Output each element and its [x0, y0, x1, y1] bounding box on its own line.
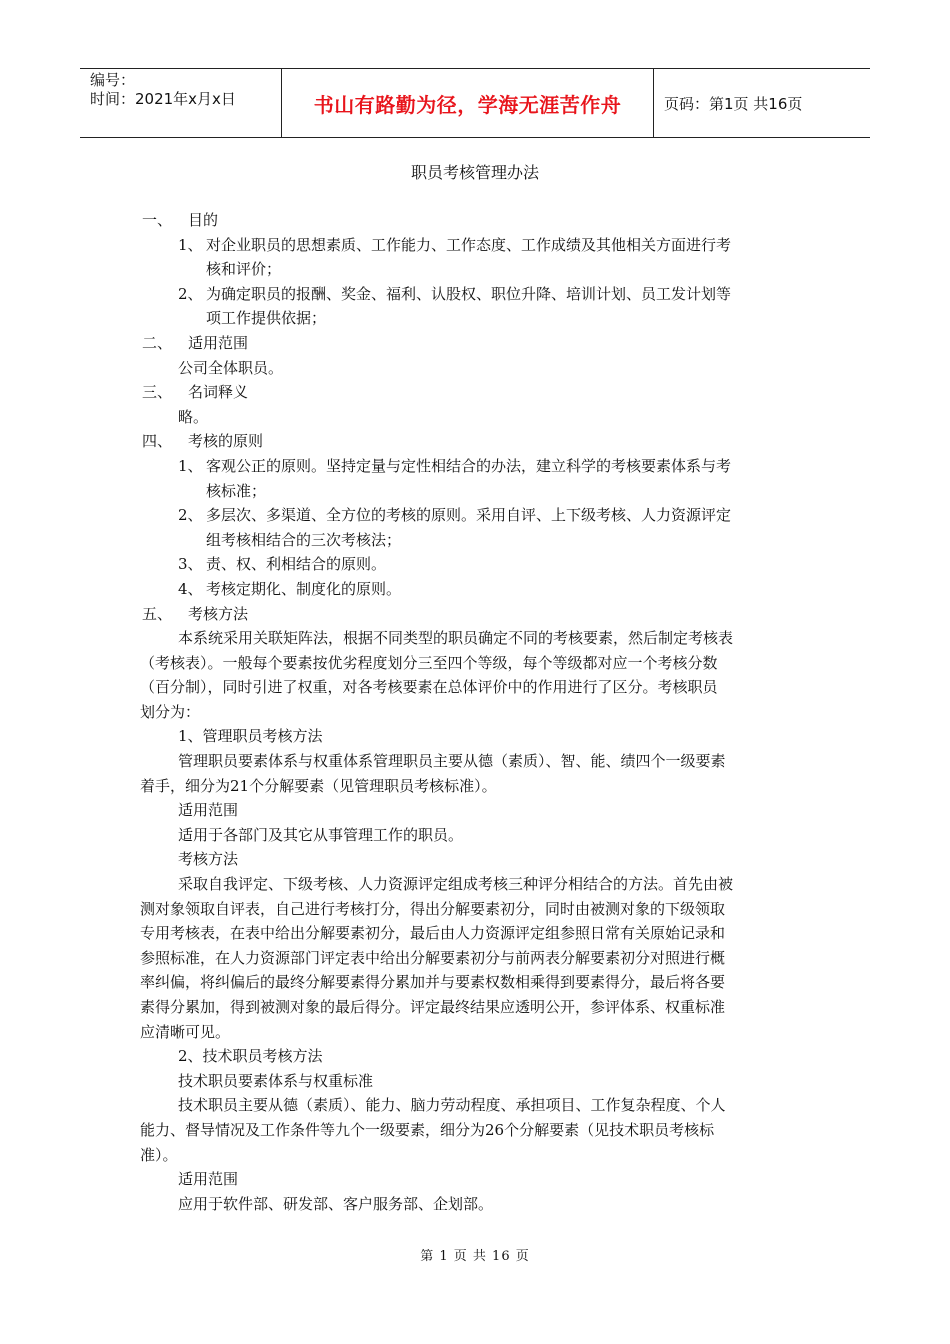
paragraph-line: 本系统采用关联矩阵法，根据不同类型的职员确定不同的考核要素，然后制定考核表 [178, 629, 734, 648]
paragraph-line: 准）。 [140, 1145, 178, 1164]
list-item [140, 577, 810, 602]
header-page-info: 页码：第1页 共16页 [664, 94, 803, 113]
header-meta [80, 69, 282, 137]
doc-time-label: 时间：2021年x月x日 [90, 90, 236, 108]
paragraph-line: 技术职员主要从德（素质）、能力、脑力劳动程度、承担项目、工作复杂程度、个人 [178, 1096, 726, 1115]
paragraph-line: 专用考核表，在表中给出分解要素初分，最后由人力资源评定组参照日常有关原始记录和 [140, 924, 726, 943]
paragraph-line: 率纠偏，将纠偏后的最终分解要素得分累加并与要素权数相乘得到要素得分，最后将各要 [140, 973, 726, 992]
section-title: 考核方法 [188, 604, 249, 623]
subsection-heading: 1、管理职员考核方法 [178, 727, 323, 746]
section-number: 四、 [142, 432, 173, 451]
subsection-heading: 适用范围 [178, 1170, 239, 1189]
paragraph-line: （百分制），同时引进了权重，对各考核要素在总体评价中的作用进行了区分。考核职员 [140, 678, 718, 697]
paragraph-line: 略。 [178, 407, 209, 426]
list-item [140, 503, 810, 528]
doc-body [140, 208, 810, 1216]
section-title: 目的 [188, 211, 219, 229]
section-heading [140, 429, 810, 454]
section-heading [140, 208, 810, 233]
paragraph-line: 能力、督导情况及工作条件等九个一级要素，细分为26个分解要素（见技术职员考核标 [140, 1120, 715, 1139]
page-header [80, 68, 870, 138]
item-text: 对企业职员的思想素质、工作能力、工作态度、工作成绩及其他相关方面进行考 [206, 235, 732, 254]
item-number: 1、 [178, 235, 203, 254]
section-number: 三、 [142, 383, 173, 402]
section-title: 考核的原则 [188, 432, 264, 451]
item-number: 2、 [178, 506, 203, 525]
section-title: 适用范围 [188, 333, 249, 352]
paragraph-line: 应用于软件部、研发部、客户服务部、企划部。 [178, 1194, 494, 1213]
item-text-continued: 项工作提供依据； [206, 309, 327, 328]
section-heading [140, 380, 810, 405]
item-text: 客观公正的原则。坚持定量与定性相结合的办法，建立科学的考核要素体系与考 [206, 456, 732, 475]
list-item [140, 233, 810, 258]
list-item [140, 454, 810, 479]
section-heading [140, 602, 810, 627]
item-text-continued: 核和评价； [206, 260, 282, 279]
page-footer: 第 1 页 共 16 页 [420, 1249, 530, 1264]
paragraph-line: 着手，细分为21个分解要素（见管理职员考核标准）。 [140, 776, 497, 795]
item-number: 4、 [178, 579, 203, 598]
doc-title: 职员考核管理办法 [410, 163, 539, 182]
section-title: 名词释义 [188, 383, 249, 402]
paragraph-line: 适用于各部门及其它从事管理工作的职员。 [178, 825, 464, 844]
item-text: 多层次、多渠道、全方位的考核的原则。采用自评、上下级考核、人力资源评定 [206, 506, 732, 525]
item-number: 2、 [178, 284, 203, 303]
paragraph-line: 素得分累加，得到被测对象的最后得分。评定最终结果应透明公开，参评体系、权重标准 [140, 998, 726, 1016]
item-number: 3、 [178, 555, 203, 574]
paragraph-line: 应清晰可见。 [140, 1022, 231, 1041]
paragraph-line: 测对象领取自评表，自己进行考核打分，得出分解要素初分，同时由被测对象的下级领取 [140, 899, 726, 918]
paragraph-line: 管理职员要素体系与权重体系管理职员主要从德（素质）、智、能、绩四个一级要素 [178, 752, 726, 771]
paragraph-line: （考核表）。一般每个要素按优劣程度划分三至四个等级，每个等级都对应一个考核分数 [140, 653, 718, 672]
paragraph-line: 划分为： [140, 702, 201, 721]
item-text-continued: 组考核相结合的三次考核法； [206, 530, 402, 549]
item-text-continued: 核标准； [206, 481, 267, 500]
subsection-heading: 考核方法 [178, 850, 239, 869]
subsection-heading: 适用范围 [178, 801, 239, 820]
paragraph-line: 公司全体职员。 [178, 358, 284, 377]
item-number: 1、 [178, 456, 203, 475]
section-number: 五、 [142, 604, 173, 623]
item-text: 为确定职员的报酬、奖金、福利、认股权、职位升降、培训计划、员工发计划等 [206, 284, 732, 303]
item-text: 责、权、利相结合的原则。 [206, 555, 387, 574]
subsection-heading: 2、技术职员考核方法 [178, 1047, 323, 1066]
list-item [140, 282, 810, 307]
paragraph-line: 参照标准，在人力资源部门评定表中给出分解要素初分与前两表分解要素初分对照进行概 [140, 948, 726, 967]
item-text: 考核定期化、制度化的原则。 [206, 579, 402, 598]
doc-number-label: 编号： [90, 71, 136, 89]
section-number: 一、 [142, 211, 173, 229]
section-heading [140, 331, 810, 356]
subsection-heading: 技术职员要素体系与权重标准 [178, 1071, 374, 1090]
header-motto: 书山有路勤为径，学海无涯苦作舟 [282, 69, 654, 137]
list-item [140, 552, 810, 577]
paragraph-line: 采取自我评定、下级考核、人力资源评定组成考核三种评分相结合的方法。首先由被 [178, 875, 734, 894]
section-number: 二、 [142, 333, 173, 352]
